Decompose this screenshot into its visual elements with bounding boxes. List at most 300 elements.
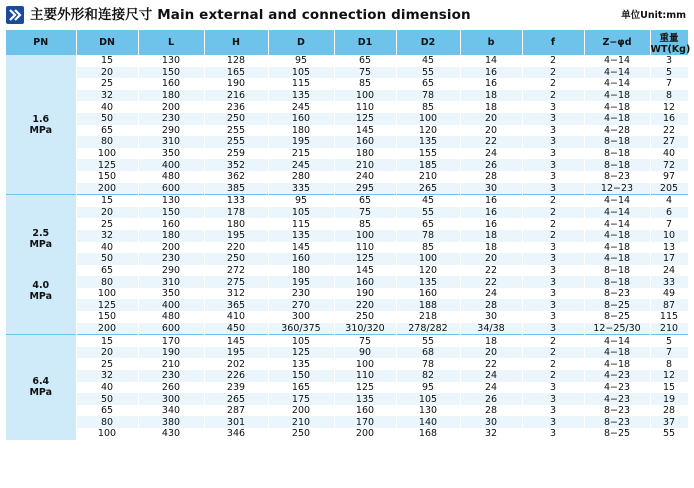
table-cell: 3 [522, 113, 584, 125]
table-cell: 55 [396, 67, 460, 79]
table-cell: 245 [268, 101, 334, 113]
table-cell: 125 [334, 382, 396, 394]
table-cell: 2 [522, 195, 584, 207]
table-cell: 215 [268, 148, 334, 160]
table-cell: 145 [334, 265, 396, 277]
pn-cell [6, 195, 76, 335]
table-cell: 4−14 [584, 207, 650, 219]
table-cell: 270 [268, 299, 334, 311]
table-cell: 3 [522, 299, 584, 311]
table-row [6, 230, 688, 242]
table-cell: 16 [460, 195, 522, 207]
table-cell: 12−25/30 [584, 323, 650, 335]
table-cell: 310 [138, 276, 204, 288]
table-cell: 4−18 [584, 358, 650, 370]
table-row [6, 171, 688, 183]
table-cell: 16 [460, 67, 522, 79]
table-cell: 185 [396, 159, 460, 171]
col-header: Z−φd [584, 30, 650, 55]
table-cell: 4−14 [584, 55, 650, 67]
table-cell: 178 [204, 207, 268, 219]
table-cell: 85 [334, 218, 396, 230]
table-cell: 18 [460, 242, 522, 254]
table-cell: 165 [204, 67, 268, 79]
table-cell: 600 [138, 183, 204, 195]
table-cell: 150 [138, 67, 204, 79]
table-cell: 8−25 [584, 428, 650, 440]
table-cell: 22 [460, 358, 522, 370]
table-cell: 133 [204, 195, 268, 207]
table-cell: 24 [460, 148, 522, 160]
table-cell: 3 [522, 183, 584, 195]
table-row [6, 67, 688, 79]
table-cell: 45 [396, 55, 460, 67]
table-cell: 3 [522, 159, 584, 171]
table-cell: 32 [76, 230, 138, 242]
table-cell: 8−18 [584, 148, 650, 160]
table-cell: 3 [522, 405, 584, 417]
table-cell: 110 [334, 370, 396, 382]
table-cell: 50 [76, 253, 138, 265]
table-cell: 20 [76, 347, 138, 359]
table-row [6, 148, 688, 160]
table-cell: 170 [138, 335, 204, 347]
table-cell: 4−28 [584, 125, 650, 137]
table-row [6, 218, 688, 230]
table-cell: 150 [268, 370, 334, 382]
table-row [6, 207, 688, 219]
table-cell: 20 [460, 253, 522, 265]
pn-label: MPa [29, 290, 53, 302]
table-cell: 68 [396, 347, 460, 359]
pn-label: MPa [29, 124, 53, 136]
table-cell: 26 [460, 393, 522, 405]
table-cell: 218 [396, 311, 460, 323]
table-cell: 110 [334, 242, 396, 254]
unit-label: 单位Unit:mm [621, 10, 686, 21]
table-cell: 2 [522, 67, 584, 79]
table-row [6, 253, 688, 265]
table-row [6, 382, 688, 394]
table-cell: 3 [522, 265, 584, 277]
table-cell: 295 [334, 183, 396, 195]
table-cell: 125 [334, 113, 396, 125]
table-cell: 3 [522, 242, 584, 254]
table-cell: 12 [650, 370, 688, 382]
table-cell: 190 [334, 288, 396, 300]
table-row [6, 358, 688, 370]
table-row [6, 90, 688, 102]
table-cell: 2 [522, 370, 584, 382]
table-cell: 16 [460, 218, 522, 230]
table-cell: 310/320 [334, 323, 396, 335]
col-header: 重量WT(Kg) [650, 30, 688, 55]
pn-label: MPa [29, 238, 53, 250]
table-row [6, 55, 688, 67]
table-cell: 78 [396, 358, 460, 370]
table-cell: 40 [76, 382, 138, 394]
table-cell: 20 [76, 67, 138, 79]
table-cell: 65 [334, 195, 396, 207]
table-cell: 180 [138, 90, 204, 102]
table-cell: 100 [76, 148, 138, 160]
table-cell: 340 [138, 405, 204, 417]
table-cell: 188 [396, 299, 460, 311]
table-cell: 40 [650, 148, 688, 160]
table-cell: 180 [268, 265, 334, 277]
table-cell: 3 [522, 148, 584, 160]
table-cell: 4−18 [584, 230, 650, 242]
table-cell: 145 [268, 242, 334, 254]
table-cell: 250 [334, 311, 396, 323]
table-cell: 250 [204, 253, 268, 265]
table-cell: 350 [138, 148, 204, 160]
table-cell: 216 [204, 90, 268, 102]
table-cell: 360/375 [268, 323, 334, 335]
table-cell: 14 [460, 55, 522, 67]
col-header: DN [76, 30, 138, 55]
table-cell: 155 [396, 148, 460, 160]
table-cell: 120 [396, 125, 460, 137]
table-cell: 22 [460, 276, 522, 288]
table-cell: 210 [268, 416, 334, 428]
table-cell: 19 [650, 393, 688, 405]
table-row [6, 125, 688, 137]
table-cell: 30 [460, 311, 522, 323]
table-cell: 380 [138, 416, 204, 428]
table-cell: 180 [204, 218, 268, 230]
table-cell: 4−14 [584, 218, 650, 230]
table-cell: 350 [138, 288, 204, 300]
pn-label: 1.6 [32, 113, 50, 125]
table-cell: 195 [204, 347, 268, 359]
table-cell: 8−25 [584, 299, 650, 311]
table-cell: 480 [138, 171, 204, 183]
table-cell: 80 [76, 276, 138, 288]
table-cell: 115 [650, 311, 688, 323]
table-cell: 210 [334, 159, 396, 171]
table-cell: 100 [334, 358, 396, 370]
table-cell: 190 [138, 347, 204, 359]
table-cell: 335 [268, 183, 334, 195]
table-cell: 245 [268, 159, 334, 171]
table-cell: 95 [396, 382, 460, 394]
table-cell: 250 [268, 428, 334, 440]
table-row [6, 136, 688, 148]
table-cell: 24 [460, 382, 522, 394]
table-cell: 95 [268, 55, 334, 67]
col-header: D2 [396, 30, 460, 55]
table-cell: 4−14 [584, 78, 650, 90]
table-cell: 50 [76, 393, 138, 405]
table-cell: 65 [334, 55, 396, 67]
table-cell: 180 [138, 230, 204, 242]
table-cell: 24 [460, 288, 522, 300]
table-cell: 65 [396, 218, 460, 230]
table-cell: 346 [204, 428, 268, 440]
table-cell: 272 [204, 265, 268, 277]
table-cell: 250 [204, 113, 268, 125]
table-cell: 65 [396, 78, 460, 90]
table-cell: 4−14 [584, 195, 650, 207]
table-cell: 255 [204, 125, 268, 137]
table-cell: 260 [138, 382, 204, 394]
table-cell: 287 [204, 405, 268, 417]
table-cell: 200 [138, 242, 204, 254]
table-cell: 2 [522, 218, 584, 230]
table-cell: 4−23 [584, 382, 650, 394]
table-cell: 210 [138, 358, 204, 370]
table-cell: 75 [334, 207, 396, 219]
table-cell: 100 [396, 113, 460, 125]
table-cell: 8 [650, 358, 688, 370]
table-cell: 110 [334, 101, 396, 113]
table-cell: 33 [650, 276, 688, 288]
table-cell: 160 [334, 276, 396, 288]
table-cell: 278/282 [396, 323, 460, 335]
table-cell: 135 [396, 136, 460, 148]
table-cell: 430 [138, 428, 204, 440]
pn-label: MPa [29, 387, 53, 399]
table-cell: 50 [76, 113, 138, 125]
table-cell: 8−18 [584, 265, 650, 277]
table-row [6, 78, 688, 90]
table-cell: 105 [268, 207, 334, 219]
table-cell: 4 [650, 195, 688, 207]
table-cell: 78 [396, 230, 460, 242]
table-cell: 200 [268, 405, 334, 417]
table-cell: 352 [204, 159, 268, 171]
table-cell: 255 [204, 136, 268, 148]
table-cell: 125 [76, 159, 138, 171]
table-cell: 65 [76, 265, 138, 277]
table-cell: 205 [650, 183, 688, 195]
table-row [6, 416, 688, 428]
table-cell: 17 [650, 253, 688, 265]
table-cell: 28 [460, 405, 522, 417]
table-cell: 200 [334, 428, 396, 440]
table-cell: 24 [460, 370, 522, 382]
table-cell: 145 [334, 125, 396, 137]
pn-cell [6, 335, 76, 440]
table-cell: 4−18 [584, 90, 650, 102]
table-cell: 55 [650, 428, 688, 440]
table-cell: 28 [650, 405, 688, 417]
table-cell: 2 [522, 207, 584, 219]
table-cell: 25 [76, 78, 138, 90]
table-cell: 4−14 [584, 67, 650, 79]
table-cell: 27 [650, 136, 688, 148]
table-cell: 275 [204, 276, 268, 288]
table-cell: 180 [334, 148, 396, 160]
pn-spacer [6, 250, 76, 280]
table-row [6, 113, 688, 125]
table-cell: 3 [650, 55, 688, 67]
table-cell: 78 [396, 90, 460, 102]
table-cell: 150 [76, 171, 138, 183]
table-cell: 45 [396, 195, 460, 207]
dimension-table [6, 30, 689, 440]
table-cell: 100 [334, 90, 396, 102]
pn-label: 4.0 [32, 279, 50, 291]
table-cell: 10 [650, 230, 688, 242]
table-cell: 160 [138, 78, 204, 90]
table-row [6, 159, 688, 171]
table-cell: 130 [396, 405, 460, 417]
table-cell: 115 [268, 78, 334, 90]
table-cell: 4−18 [584, 253, 650, 265]
table-cell: 135 [268, 90, 334, 102]
table-cell: 3 [522, 416, 584, 428]
table-cell: 3 [522, 382, 584, 394]
table-cell: 28 [460, 171, 522, 183]
table-cell: 4−18 [584, 242, 650, 254]
table-cell: 15 [76, 335, 138, 347]
table-cell: 400 [138, 299, 204, 311]
table-row [6, 265, 688, 277]
table-cell: 300 [268, 311, 334, 323]
table-cell: 65 [76, 405, 138, 417]
table-cell: 150 [138, 207, 204, 219]
table-cell: 236 [204, 101, 268, 113]
table-cell: 2 [522, 230, 584, 242]
table-row [6, 183, 688, 195]
table-cell: 128 [204, 55, 268, 67]
table-cell: 220 [334, 299, 396, 311]
table-cell: 3 [522, 171, 584, 183]
table-cell: 100 [76, 428, 138, 440]
table-cell: 3 [522, 101, 584, 113]
table-cell: 18 [460, 90, 522, 102]
table-cell: 20 [76, 207, 138, 219]
table-cell: 8−23 [584, 171, 650, 183]
table-cell: 2 [522, 358, 584, 370]
table-cell: 239 [204, 382, 268, 394]
table-cell: 312 [204, 288, 268, 300]
table-cell: 8−23 [584, 416, 650, 428]
table-cell: 80 [76, 136, 138, 148]
table-cell: 8−23 [584, 405, 650, 417]
table-cell: 210 [650, 323, 688, 335]
table-cell: 600 [138, 323, 204, 335]
table-cell: 210 [396, 171, 460, 183]
table-cell: 4−23 [584, 393, 650, 405]
table-cell: 3 [522, 288, 584, 300]
table-cell: 55 [396, 207, 460, 219]
table-cell: 265 [204, 393, 268, 405]
col-header: b [460, 30, 522, 55]
table-cell: 195 [268, 136, 334, 148]
col-header: D [268, 30, 334, 55]
table-cell: 290 [138, 125, 204, 137]
table-cell: 40 [76, 101, 138, 113]
table-cell: 30 [460, 183, 522, 195]
col-header: H [204, 30, 268, 55]
table-cell: 87 [650, 299, 688, 311]
table-cell: 195 [268, 276, 334, 288]
table-cell: 3 [522, 136, 584, 148]
table-row [6, 428, 688, 440]
table-cell: 160 [334, 136, 396, 148]
table-cell: 150 [76, 311, 138, 323]
table-cell: 100 [334, 230, 396, 242]
table-cell: 125 [334, 253, 396, 265]
table-cell: 160 [138, 218, 204, 230]
table-cell: 75 [334, 335, 396, 347]
table-cell: 160 [396, 288, 460, 300]
table-cell: 8−18 [584, 276, 650, 288]
table-cell: 55 [396, 335, 460, 347]
table-row [6, 299, 688, 311]
table-row [6, 276, 688, 288]
table-cell: 280 [268, 171, 334, 183]
table-cell: 85 [396, 242, 460, 254]
table-cell: 168 [396, 428, 460, 440]
col-header: f [522, 30, 584, 55]
table-cell: 95 [268, 195, 334, 207]
table-cell: 20 [460, 125, 522, 137]
table-row [6, 405, 688, 417]
table-cell: 160 [334, 405, 396, 417]
table-cell: 130 [138, 55, 204, 67]
table-cell: 135 [334, 393, 396, 405]
table-cell: 80 [76, 416, 138, 428]
table-cell: 20 [460, 113, 522, 125]
table-cell: 135 [268, 230, 334, 242]
pn-cell [6, 55, 76, 195]
table-cell: 100 [396, 253, 460, 265]
double-chevron-right-icon [6, 6, 24, 24]
table-cell: 5 [650, 335, 688, 347]
table-row [6, 242, 688, 254]
table-cell: 18 [460, 230, 522, 242]
table-cell: 2 [522, 347, 584, 359]
table-cell: 32 [460, 428, 522, 440]
table-cell: 32 [76, 90, 138, 102]
table-cell: 37 [650, 416, 688, 428]
table-cell: 385 [204, 183, 268, 195]
table-cell: 200 [138, 101, 204, 113]
table-cell: 301 [204, 416, 268, 428]
table-cell: 195 [204, 230, 268, 242]
table-cell: 362 [204, 171, 268, 183]
table-cell: 40 [76, 242, 138, 254]
table-cell: 230 [138, 370, 204, 382]
table-cell: 8−25 [584, 311, 650, 323]
table-cell: 30 [460, 416, 522, 428]
table-cell: 125 [76, 299, 138, 311]
table-cell: 400 [138, 159, 204, 171]
table-row [6, 335, 688, 347]
table-cell: 12 [650, 101, 688, 113]
table-cell: 2 [522, 335, 584, 347]
table-cell: 300 [138, 393, 204, 405]
table-cell: 24 [650, 265, 688, 277]
table-cell: 165 [268, 382, 334, 394]
table-cell: 140 [396, 416, 460, 428]
title-bar [4, 4, 690, 26]
table-cell: 3 [522, 253, 584, 265]
table-row [6, 370, 688, 382]
table-cell: 15 [76, 55, 138, 67]
table-cell: 120 [396, 265, 460, 277]
table-cell: 18 [460, 101, 522, 113]
table-cell: 175 [268, 393, 334, 405]
table-row [6, 311, 688, 323]
table-cell: 25 [76, 358, 138, 370]
table-cell: 115 [268, 218, 334, 230]
table-cell: 20 [460, 347, 522, 359]
